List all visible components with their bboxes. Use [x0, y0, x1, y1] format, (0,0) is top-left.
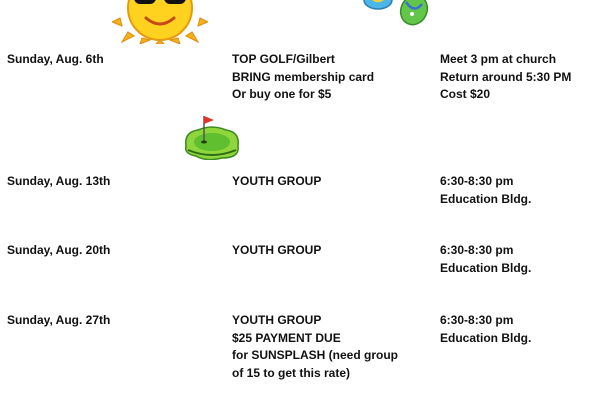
event-detail-line: TOP GOLF/Gilbert — [232, 52, 335, 66]
golf-green-icon — [182, 108, 242, 160]
event-detail-line: BRING membership card — [232, 69, 375, 84]
event-info-line: Return around 5:30 PM — [440, 69, 572, 84]
event-info-line: Cost $20 — [440, 87, 491, 101]
event-info — [440, 242, 531, 277]
event-info — [440, 173, 531, 208]
event-info-line: 6:30-8:30 pm — [440, 313, 514, 327]
event-info-line: 6:30-8:30 pm — [440, 243, 514, 257]
event-detail-line: YOUTH GROUP — [232, 174, 322, 188]
event-info — [440, 312, 531, 347]
event-info-line: Education Bldg. — [440, 330, 532, 345]
event-date: Sunday, Aug. 27th — [7, 313, 111, 327]
event-detail-line: Or buy one for $5 — [232, 87, 332, 101]
event-info-line: Education Bldg. — [440, 260, 532, 275]
event-info-line: 6:30-8:30 pm — [440, 174, 514, 188]
event-details — [232, 242, 321, 260]
sun-icon — [112, 0, 208, 44]
event-date: Sunday, Aug. 13th — [7, 174, 111, 188]
event-details — [232, 312, 398, 382]
event-detail-line: YOUTH GROUP — [232, 313, 322, 327]
event-date: Sunday, Aug. 6th — [7, 52, 104, 66]
event-detail-line: of 15 to get this rate) — [232, 365, 351, 380]
event-details — [232, 173, 321, 191]
event-date: Sunday, Aug. 20th — [7, 243, 111, 257]
event-details — [232, 51, 374, 104]
event-detail-line: $25 PAYMENT DUE — [232, 330, 341, 345]
event-info — [440, 51, 571, 104]
flip-flops-icon — [362, 0, 438, 28]
event-info-line: Meet 3 pm at church — [440, 52, 557, 66]
event-detail-line: for SUNSPLASH (need group — [232, 348, 399, 362]
event-detail-line: YOUTH GROUP — [232, 243, 322, 257]
event-info-line: Education Bldg. — [440, 191, 532, 206]
